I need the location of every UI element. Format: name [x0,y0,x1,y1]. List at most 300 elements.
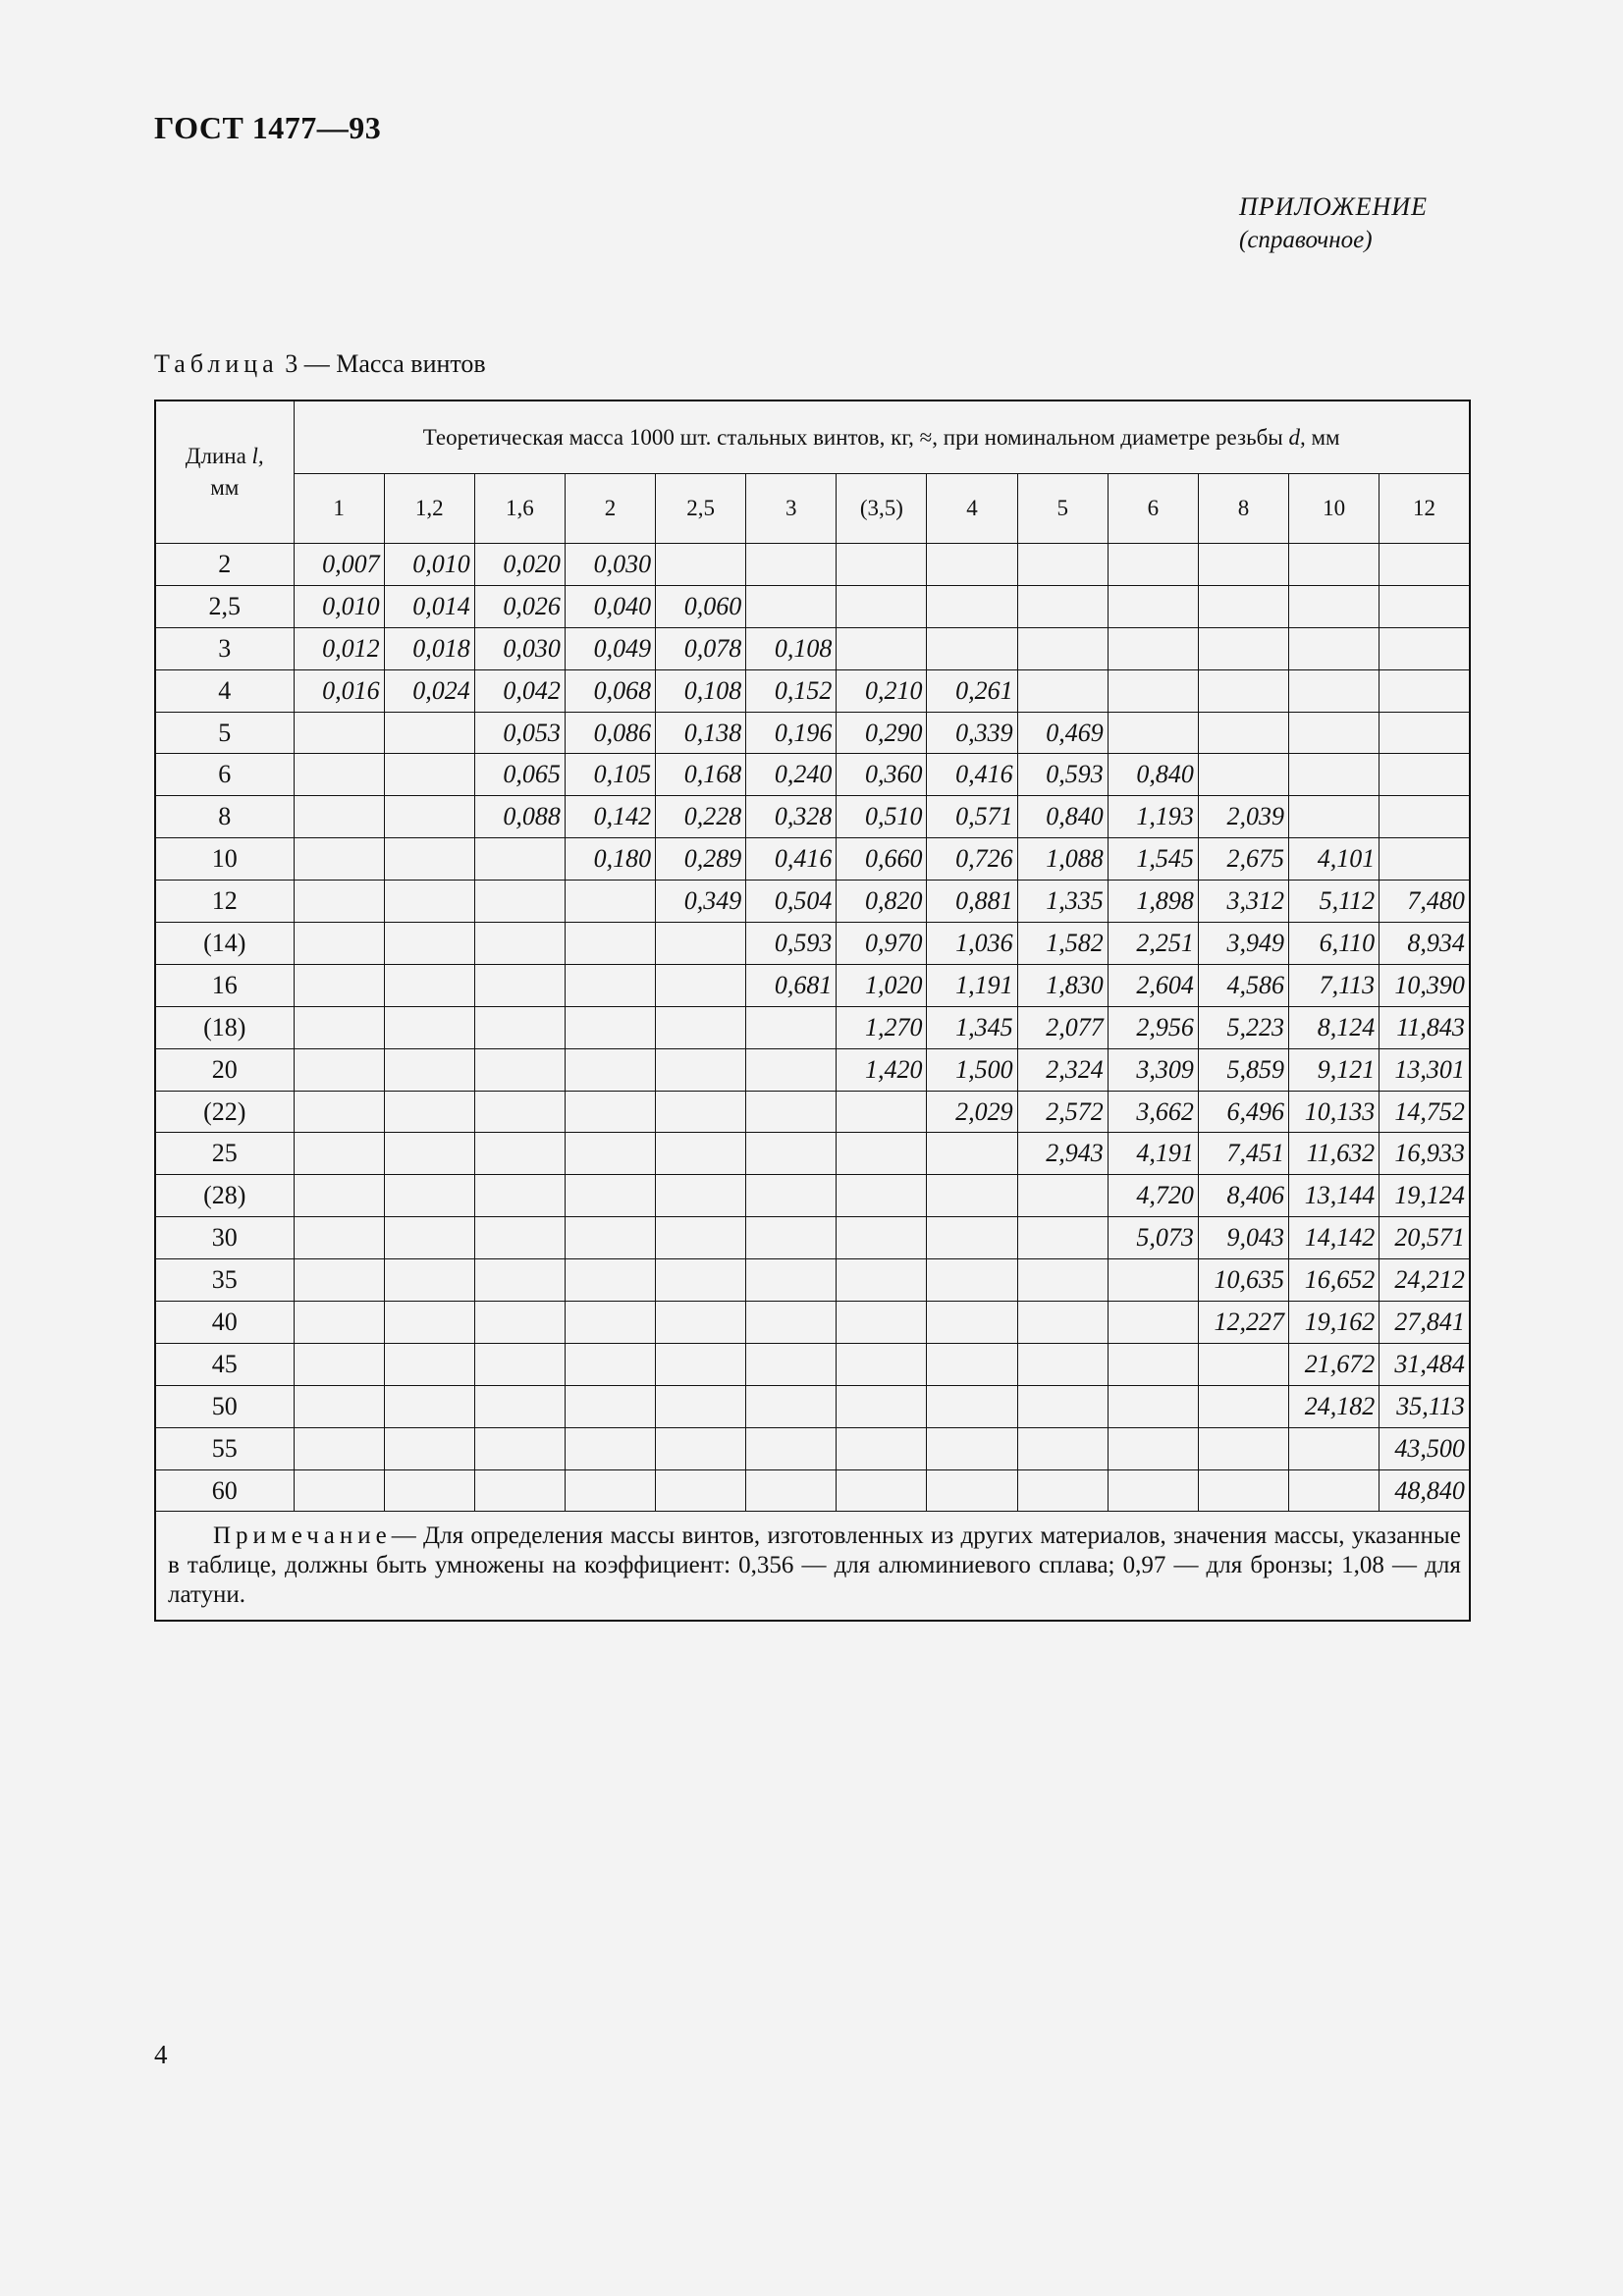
mass-cell: 2,324 [1017,1048,1108,1091]
mass-cell [837,627,927,669]
length-cell: 30 [155,1217,294,1259]
mass-cell [656,1091,746,1133]
length-cell: 20 [155,1048,294,1091]
mass-cell [565,1302,655,1344]
mass-cell [656,1175,746,1217]
mass-cell [927,544,1017,586]
mass-cell [1198,585,1288,627]
mass-cell [1380,627,1470,669]
mass-cell: 0,681 [746,964,837,1006]
mass-cell: 1,088 [1017,838,1108,881]
mass-cell: 4,720 [1108,1175,1198,1217]
table-row [155,1343,1470,1385]
length-cell: 8 [155,796,294,838]
mass-cell: 0,416 [927,754,1017,796]
diameter-header: 3 [746,474,837,544]
mass-cell [294,1175,384,1217]
mass-cell [837,1385,927,1427]
mass-cell: 0,349 [656,881,746,923]
mass-cell: 0,142 [565,796,655,838]
mass-cell: 7,451 [1198,1133,1288,1175]
mass-cell [746,1385,837,1427]
mass-cell: 0,416 [746,838,837,881]
mass-cell [1289,796,1380,838]
mass-cell [1017,1427,1108,1469]
mass-cell [565,1133,655,1175]
mass-cell [294,881,384,923]
mass-cell [565,1217,655,1259]
mass-cell [656,1343,746,1385]
mass-cell: 0,020 [474,544,565,586]
mass-cell [927,1427,1017,1469]
mass-cell [1198,754,1288,796]
mass-cell [474,1302,565,1344]
mass-cell: 2,604 [1108,964,1198,1006]
mass-cell [565,1175,655,1217]
mass-cell [837,1133,927,1175]
mass-cell: 1,898 [1108,881,1198,923]
diameter-header: 8 [1198,474,1288,544]
mass-cell [384,881,474,923]
mass-cell [1017,585,1108,627]
diameter-header: 1,2 [384,474,474,544]
mass-cell [837,585,927,627]
length-cell: 10 [155,838,294,881]
mass-cell [927,1217,1017,1259]
appendix-heading [1239,190,1428,257]
mass-cell [1108,1302,1198,1344]
mass-cell: 24,182 [1289,1385,1380,1427]
mass-cell: 0,060 [656,585,746,627]
mass-cell [837,544,927,586]
mass-cell: 35,113 [1380,1385,1470,1427]
mass-cell [474,1343,565,1385]
mass-cell [565,1427,655,1469]
mass-cell [565,1259,655,1302]
mass-cell: 0,078 [656,627,746,669]
mass-cell: 7,480 [1380,881,1470,923]
mass-cell [384,1048,474,1091]
mass-cell: 0,010 [294,585,384,627]
mass-cell [746,1302,837,1344]
mass-cell [384,964,474,1006]
mass-cell: 0,168 [656,754,746,796]
mass-cell: 0,108 [746,627,837,669]
mass-cell: 0,007 [294,544,384,586]
mass-cell [1198,1469,1288,1512]
mass-cell [746,1469,837,1512]
mass-cell [746,1048,837,1091]
mass-cell [1380,754,1470,796]
table-row [155,1048,1470,1091]
mass-cell [384,838,474,881]
mass-cell [927,1259,1017,1302]
mass-cell [746,1427,837,1469]
mass-cell: 0,970 [837,923,927,965]
mass-cell [384,1006,474,1048]
mass-cell: 31,484 [1380,1343,1470,1385]
mass-cell [1108,544,1198,586]
mass-cell [1380,669,1470,712]
mass-cell: 24,212 [1380,1259,1470,1302]
mass-cell [1108,585,1198,627]
mass-cell: 43,500 [1380,1427,1470,1469]
diameter-header: 2,5 [656,474,746,544]
mass-cell: 0,180 [565,838,655,881]
mass-cell: 21,672 [1289,1343,1380,1385]
mass-cell: 0,510 [837,796,927,838]
mass-cell [1380,796,1470,838]
length-cell: 6 [155,754,294,796]
table-row [155,627,1470,669]
mass-cell [837,1427,927,1469]
mass-cell [656,1469,746,1512]
mass-cell [384,1469,474,1512]
mass-cell: 0,016 [294,669,384,712]
mass-cell [837,1469,927,1512]
mass-cell [1380,838,1470,881]
mass-cell [565,1091,655,1133]
mass-group-header [294,400,1470,474]
mass-cell [294,1259,384,1302]
mass-cell [384,712,474,754]
diameter-header: (3,5) [837,474,927,544]
mass-cell: 0,014 [384,585,474,627]
table-row [155,1385,1470,1427]
mass-cell [384,1175,474,1217]
mass-cell [294,796,384,838]
table-row [155,838,1470,881]
mass-cell [656,1133,746,1175]
diameter-header: 1,6 [474,474,565,544]
mass-cell: 2,675 [1198,838,1288,881]
mass-cell: 0,261 [927,669,1017,712]
mass-cell [294,838,384,881]
mass-cell: 2,251 [1108,923,1198,965]
mass-cell [384,754,474,796]
mass-cell [1108,627,1198,669]
mass-cell: 1,020 [837,964,927,1006]
mass-cell: 0,138 [656,712,746,754]
table-row [155,1259,1470,1302]
mass-cell: 8,934 [1380,923,1470,965]
mass-cell [474,1427,565,1469]
mass-cell [746,1259,837,1302]
mass-cell: 0,086 [565,712,655,754]
mass-cell: 0,068 [565,669,655,712]
table-caption-prefix: Таблица [154,349,279,378]
mass-cell [1380,544,1470,586]
mass-cell: 2,029 [927,1091,1017,1133]
length-cell: 45 [155,1343,294,1385]
mass-cell [1108,1343,1198,1385]
mass-cell: 19,162 [1289,1302,1380,1344]
mass-group-header-text: Теоретическая масса 1000 шт. стальных винтов, кг, ≈, при номинальном диаметре резьбы [422,424,1283,450]
mass-cell: 12,227 [1198,1302,1288,1344]
length-cell: 50 [155,1385,294,1427]
length-cell: 2,5 [155,585,294,627]
mass-cell: 0,053 [474,712,565,754]
appendix-title: ПРИЛОЖЕНИЕ [1239,192,1428,221]
mass-cell [294,754,384,796]
mass-cell [927,1343,1017,1385]
mass-cell [384,796,474,838]
mass-cell [656,544,746,586]
mass-cell: 1,582 [1017,923,1108,965]
mass-cell [1289,754,1380,796]
mass-cell [746,1343,837,1385]
mass-cell: 0,840 [1108,754,1198,796]
mass-cell: 0,065 [474,754,565,796]
mass-cell [927,1175,1017,1217]
table-row [155,544,1470,586]
mass-cell: 2,956 [1108,1006,1198,1048]
mass-cell: 0,240 [746,754,837,796]
mass-cell [565,1048,655,1091]
mass-cell: 1,036 [927,923,1017,965]
mass-cell [656,1259,746,1302]
mass-cell [474,1091,565,1133]
mass-cell: 0,108 [656,669,746,712]
mass-cell [565,1469,655,1512]
table-row [155,1469,1470,1512]
table-caption-title: 3 — Масса винтов [285,349,486,378]
mass-cell: 14,752 [1380,1091,1470,1133]
length-cell: (14) [155,923,294,965]
mass-cell: 10,390 [1380,964,1470,1006]
mass-cell [656,1385,746,1427]
mass-cell [656,923,746,965]
mass-cell [1198,1343,1288,1385]
table-row [155,1302,1470,1344]
mass-cell [474,1469,565,1512]
mass-cell [927,585,1017,627]
mass-cell [1017,669,1108,712]
length-cell: 4 [155,669,294,712]
mass-cell [565,881,655,923]
mass-cell: 10,635 [1198,1259,1288,1302]
length-cell: 40 [155,1302,294,1344]
mass-cell: 2,572 [1017,1091,1108,1133]
mass-cell: 14,142 [1289,1217,1380,1259]
mass-cell [927,1302,1017,1344]
mass-cell [384,1091,474,1133]
mass-cell [746,1133,837,1175]
diameter-header: 12 [1380,474,1470,544]
mass-cell [565,1385,655,1427]
mass-cell [1380,712,1470,754]
mass-cell: 1,345 [927,1006,1017,1048]
mass-cell: 0,088 [474,796,565,838]
mass-cell [1289,544,1380,586]
mass-cell: 1,830 [1017,964,1108,1006]
mass-cell [837,1175,927,1217]
mass-cell [1198,1385,1288,1427]
mass-cell [656,1006,746,1048]
mass-cell: 13,144 [1289,1175,1380,1217]
mass-cell [656,1302,746,1344]
mass-cell [837,1343,927,1385]
mass-cell [1108,669,1198,712]
diameter-header: 10 [1289,474,1380,544]
mass-cell: 0,012 [294,627,384,669]
mass-cell [294,964,384,1006]
mass-cell [837,1217,927,1259]
mass-cell [927,1133,1017,1175]
length-cell: 3 [155,627,294,669]
mass-cell: 0,010 [384,544,474,586]
mass-cell: 2,943 [1017,1133,1108,1175]
mass-cell [294,1133,384,1175]
mass-cell: 0,571 [927,796,1017,838]
mass-cell [1017,1175,1108,1217]
mass-cell [384,1343,474,1385]
document-code: ГОСТ 1477—93 [154,110,382,145]
mass-cell: 0,024 [384,669,474,712]
diameter-header: 2 [565,474,655,544]
mass-cell: 4,101 [1289,838,1380,881]
mass-cell [474,1133,565,1175]
mass-cell [1198,544,1288,586]
length-header-unit: мм [210,475,240,500]
mass-cell [1198,712,1288,754]
mass-cell: 3,312 [1198,881,1288,923]
mass-cell: 5,073 [1108,1217,1198,1259]
mass-cell [384,1302,474,1344]
mass-cell [294,1302,384,1344]
mass-cell [1017,1259,1108,1302]
mass-cell: 0,660 [837,838,927,881]
mass-cell: 8,124 [1289,1006,1380,1048]
diameter-header: 5 [1017,474,1108,544]
mass-cell [746,1091,837,1133]
mass-cell: 0,328 [746,796,837,838]
mass-cell: 0,040 [565,585,655,627]
mass-cell [656,964,746,1006]
mass-cell: 0,339 [927,712,1017,754]
mass-cell [474,1175,565,1217]
mass-cell [565,1006,655,1048]
mass-cell [474,881,565,923]
mass-cell [837,1302,927,1344]
mass-cell: 19,124 [1380,1175,1470,1217]
mass-cell: 3,309 [1108,1048,1198,1091]
diameter-header: 4 [927,474,1017,544]
mass-cell [656,1048,746,1091]
mass-cell [1289,1427,1380,1469]
mass-cell [384,1259,474,1302]
length-cell: 60 [155,1469,294,1512]
mass-cell: 8,406 [1198,1175,1288,1217]
length-cell: (28) [155,1175,294,1217]
mass-cell [927,1385,1017,1427]
mass-cell [294,1091,384,1133]
mass-cell [746,1006,837,1048]
table-row [155,1091,1470,1133]
mass-cell [474,923,565,965]
appendix-subtitle: (справочное) [1239,227,1373,253]
mass-cell: 11,843 [1380,1006,1470,1048]
mass-cell [1017,1385,1108,1427]
mass-cell [1017,1343,1108,1385]
length-header-label: Длина [185,444,246,468]
mass-cell [384,1133,474,1175]
mass-cell [294,1427,384,1469]
mass-cell [384,923,474,965]
mass-cell: 9,043 [1198,1217,1288,1259]
mass-cell [1198,669,1288,712]
mass-cell: 13,301 [1380,1048,1470,1091]
mass-cell: 16,933 [1380,1133,1470,1175]
mass-cell: 1,193 [1108,796,1198,838]
mass-cell [474,1385,565,1427]
mass-cell [927,1469,1017,1512]
mass-cell [294,712,384,754]
mass-cell [1017,1469,1108,1512]
length-cell: 12 [155,881,294,923]
mass-cell: 0,030 [474,627,565,669]
mass-cell: 1,335 [1017,881,1108,923]
mass-cell: 4,191 [1108,1133,1198,1175]
length-cell: (18) [155,1006,294,1048]
mass-cell: 0,196 [746,712,837,754]
mass-cell: 0,593 [1017,754,1108,796]
mass-cell [746,1175,837,1217]
diameter-header: 1 [294,474,384,544]
mass-cell: 0,042 [474,669,565,712]
mass-cell: 0,820 [837,881,927,923]
mass-cell: 5,859 [1198,1048,1288,1091]
mass-cell: 0,030 [565,544,655,586]
table-row [155,1006,1470,1048]
page-number: 4 [154,2040,168,2069]
mass-cell [384,1217,474,1259]
mass-cell [1108,1259,1198,1302]
mass-cell: 0,840 [1017,796,1108,838]
table-note [155,1512,1470,1622]
mass-cell [474,1259,565,1302]
mass-cell: 1,191 [927,964,1017,1006]
mass-group-header-d: d, [1288,424,1306,450]
length-header-symbol: l, [251,444,264,468]
mass-cell [746,1217,837,1259]
mass-cell: 6,496 [1198,1091,1288,1133]
mass-cell [656,1217,746,1259]
mass-cell: 5,112 [1289,881,1380,923]
mass-cell [656,1427,746,1469]
mass-cell: 1,270 [837,1006,927,1048]
mass-cell [837,1259,927,1302]
mass-cell [1289,585,1380,627]
table-row [155,923,1470,965]
mass-cell [1198,627,1288,669]
mass-cell [565,923,655,965]
table-row [155,796,1470,838]
mass-cell: 2,077 [1017,1006,1108,1048]
mass-cell: 0,726 [927,838,1017,881]
note-text: — Для определения массы винтов, изготовленных из других материалов, значения массы, указанные в таблице, должны быть умножены на коэффициент: 0,356 — для алюминиевого сплава; 0,97 — для бронзы; 1,08 — для латуни. [168,1522,1461,1609]
mass-cell [746,585,837,627]
mass-cell [294,1469,384,1512]
mass-cell: 10,133 [1289,1091,1380,1133]
screw-mass-table [154,400,1471,1622]
mass-cell [927,627,1017,669]
mass-cell: 0,105 [565,754,655,796]
mass-cell [565,964,655,1006]
mass-cell [294,923,384,965]
length-cell: 55 [155,1427,294,1469]
mass-cell: 0,228 [656,796,746,838]
